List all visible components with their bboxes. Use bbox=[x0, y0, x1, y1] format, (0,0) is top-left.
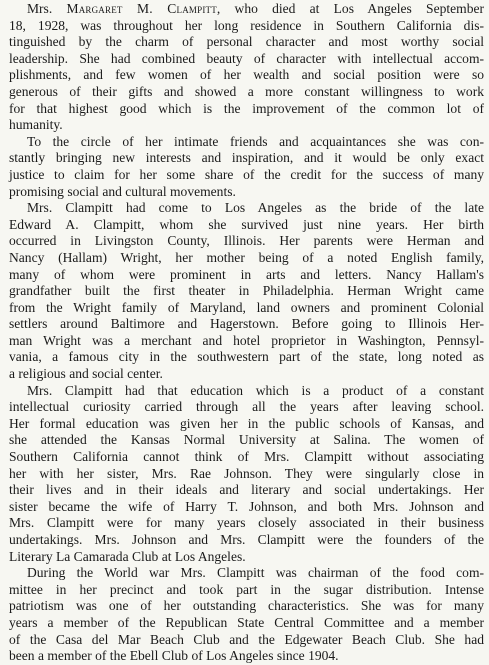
text-line: justice to claim for her some share of the credit for the success of many bbox=[9, 166, 484, 182]
text-line: intellectual curiosity carried through all the years after leaving school. bbox=[9, 399, 484, 415]
text-line: many of whom were prominent in arts and letters. Nancy Hallam's bbox=[9, 266, 484, 282]
text-line: stantly bringing new interests and inspiration, and it would be only exact bbox=[9, 150, 484, 166]
text-line: sister became the wife of Harry T. Johnson, and both Mrs. Johnson and bbox=[9, 498, 484, 514]
text-line: Her formal education was given her in the public schools of Kansas, and bbox=[9, 415, 484, 431]
text-line: Southern California cannot think of Mrs. Clampitt without associating bbox=[9, 449, 484, 465]
text-line: a religious and social center. bbox=[9, 366, 163, 382]
text-line: of the Casa del Mar Beach Club and the Edgewater Beach Club. She had bbox=[9, 631, 484, 647]
text-line: been a member of the Ebell Club of Los Angeles since 1904. bbox=[9, 648, 339, 664]
paragraph-family bbox=[9, 200, 484, 383]
text-line: her with her sister, Mrs. Rae Johnson. They were singularly close in bbox=[9, 465, 484, 481]
text-line: man Wright was a merchant and hotel proprietor in Washington, Pennsyl- bbox=[9, 332, 484, 348]
paragraph-war bbox=[9, 565, 484, 665]
paragraph-intro bbox=[9, 0, 484, 134]
text-line: leadership. She had combined beauty of character with intellectual accom- bbox=[9, 50, 484, 66]
text-line: tinguished by the charm of personal character and most worthy social bbox=[9, 34, 484, 50]
text-line: their lives and in their ideals and literary and social undertakings. Her bbox=[9, 482, 484, 498]
paragraph-education bbox=[9, 383, 484, 566]
text-line: she attended the Kansas Normal University at Salina. The women of bbox=[9, 432, 484, 448]
paragraph-friends bbox=[9, 134, 484, 200]
text-line: Edward A. Clampitt, whom she survived just nine years. Her birth bbox=[9, 216, 484, 232]
text-line: plishments, and few women of her wealth and social position were so bbox=[9, 67, 484, 83]
text-line: settlers around Baltimore and Hagerstown. Before going to Illinois Her- bbox=[9, 316, 484, 332]
text-line: Mrs. Clampitt had come to Los Angeles as the bride of the late bbox=[27, 200, 484, 216]
text-line: promising social and cultural movements. bbox=[9, 183, 236, 199]
text-line: vania, a famous city in the southwestern part of the state, long noted as bbox=[9, 349, 484, 365]
text-line: During the World war Mrs. Clampitt was chairman of the food com- bbox=[27, 565, 484, 581]
text-line: years a member of the Republican State Central Committee and a member bbox=[9, 614, 484, 630]
text-line: generous of their gifts and showed a more constant willingness to work bbox=[9, 83, 484, 99]
text-line: mittee in her precinct and took part in the sugar distribution. Intense bbox=[9, 581, 484, 597]
text-line: for that highest good which is the improvement of the common lot of bbox=[9, 100, 484, 116]
text-line: humanity. bbox=[9, 117, 63, 133]
text-line: Nancy (Hallam) Wright, her mother being of a noted English family, bbox=[9, 249, 484, 265]
text-line: Mrs. Clampitt were for many years closely associated in their business bbox=[9, 515, 484, 531]
text-line: Mrs. Clampitt had that education which is a product of a constant bbox=[27, 382, 484, 398]
text-line: from the Wright family of Maryland, land owners and prominent Colonial bbox=[9, 299, 484, 315]
text-line: patriotism was one of her outstanding characteristics. She was for many bbox=[9, 598, 484, 614]
text-line: Mrs. Margaret M. Clampitt, who died at Los Angeles September bbox=[27, 1, 484, 16]
text-line: occurred in Livingston County, Illinois. Her parents were Herman and bbox=[9, 233, 484, 249]
text-line: 18, 1928, was throughout her long residence in Southern California dis- bbox=[9, 17, 484, 33]
text-line: Literary La Camarada Club at Los Angeles. bbox=[9, 548, 246, 564]
text-line: To the circle of her intimate friends and acquaintances she was con- bbox=[27, 133, 484, 149]
text-line: undertakings. Mrs. Johnson and Mrs. Clampitt were the founders of the bbox=[9, 532, 484, 547]
text-line: grandfather built the first theater in Philadelphia. Herman Wright came bbox=[9, 283, 484, 299]
